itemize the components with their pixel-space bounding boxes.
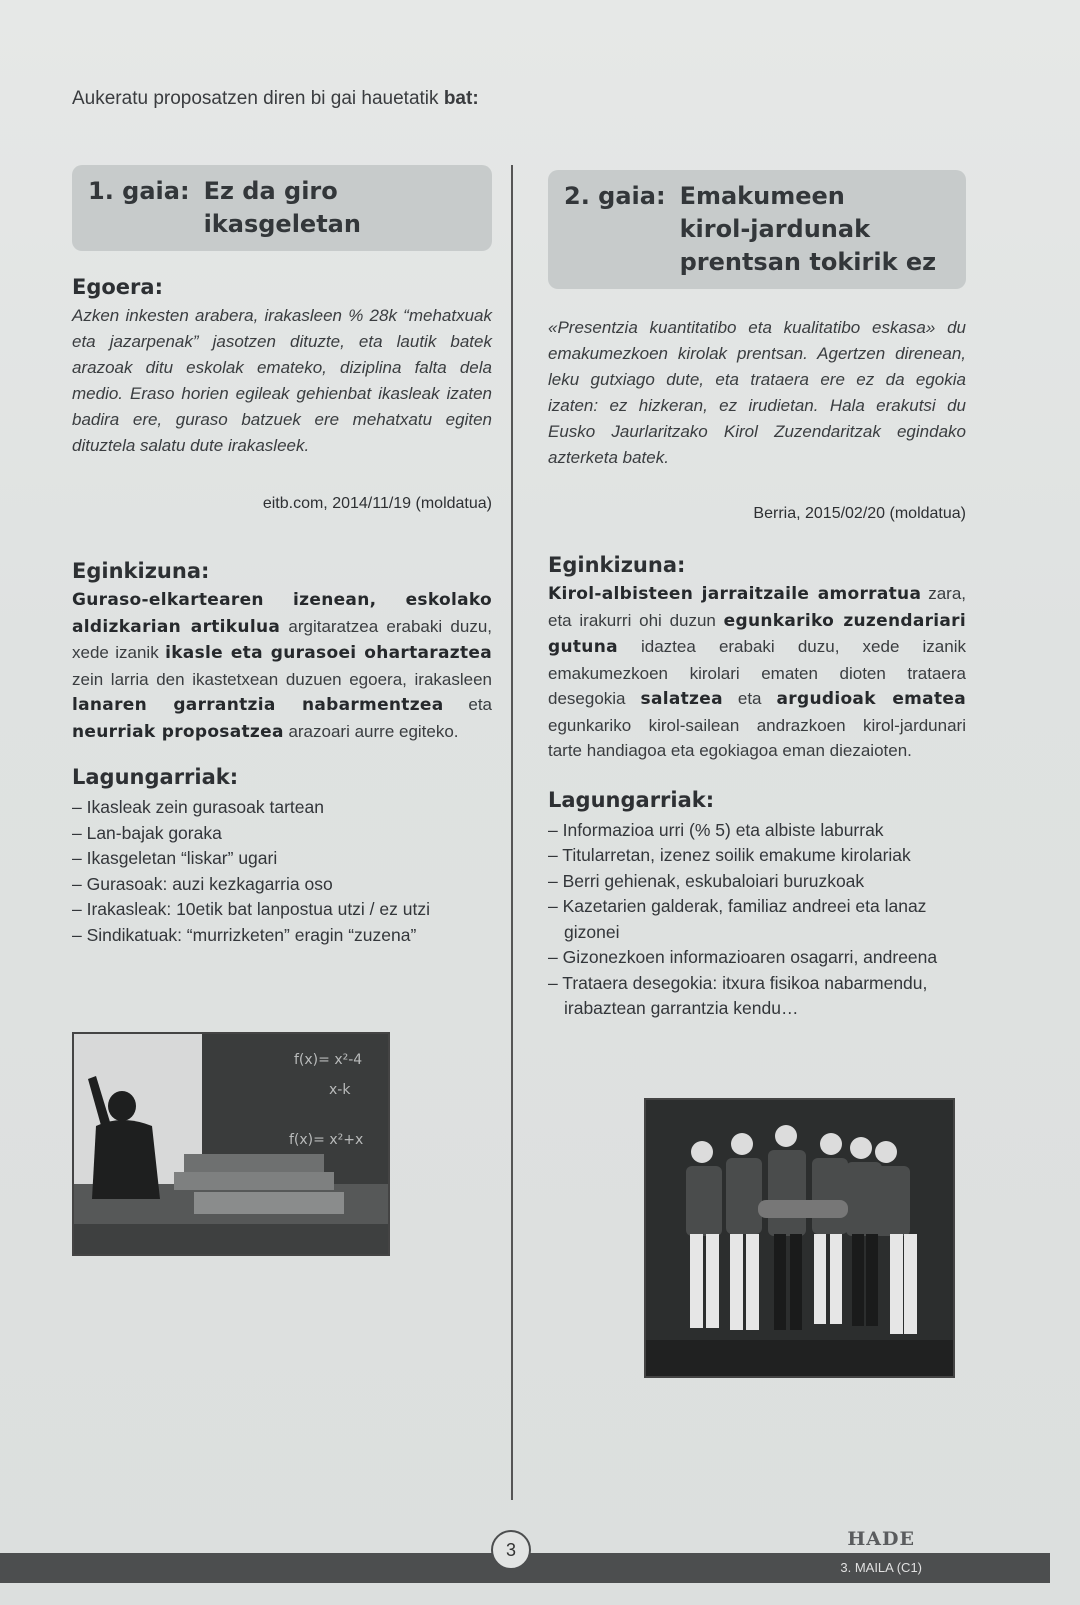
list-item: – Kazetarien galderak, familiaz andreei eta lanaz gizonei bbox=[548, 896, 927, 942]
intro-bold: bat: bbox=[443, 88, 479, 109]
topic2-title bbox=[680, 180, 937, 279]
topic1-number: 1. gaia: bbox=[88, 177, 190, 205]
task-bold: egunkariko zuzendariari gutuna bbox=[548, 610, 966, 657]
task-bold: neurriak proposatzea bbox=[72, 721, 284, 742]
task-bold: Kirol-albisteen jarraitzaile amorratua bbox=[548, 584, 922, 604]
topic2-aids-list bbox=[548, 818, 966, 1022]
topic1-aids-list bbox=[72, 795, 492, 948]
teacher-blackboard-photo bbox=[72, 1032, 390, 1256]
svg-text:f(x)= x²+x: f(x)= x²+x bbox=[289, 1132, 364, 1148]
topic1-title-line1: Ez da giro bbox=[203, 177, 338, 205]
topic1-task-heading: Eginkizuna: bbox=[72, 559, 210, 583]
task-bold: ikasle eta gurasoei ohartaraztea bbox=[165, 643, 492, 663]
task-text: idaztea erabaki duzu, xede izanik emakumezkoen kirolari ematen dioten trataera desegokia bbox=[548, 637, 966, 708]
list-item: – Informazioa urri (% 5) eta albiste laburrak bbox=[548, 819, 884, 840]
intro-instruction bbox=[72, 88, 479, 110]
list-item: – Gizonezkoen informazioaren osagarri, andreena bbox=[548, 947, 938, 967]
footer-brand: HADE bbox=[847, 1528, 915, 1550]
list-item: – Gurasoak: auzi kezkagarria oso bbox=[72, 873, 333, 894]
topic2-title-line1: Emakumeen bbox=[679, 182, 845, 210]
topic1-column bbox=[72, 165, 492, 948]
topic2-column bbox=[548, 170, 966, 1022]
topic1-title bbox=[204, 175, 361, 241]
topic1-aids-heading: Lagungarriak: bbox=[72, 765, 239, 789]
topic2-number: 2. gaia: bbox=[564, 182, 666, 210]
task-text: arazoari aurre egiteko. bbox=[283, 721, 459, 741]
list-item: – Lan-bajak goraka bbox=[72, 822, 222, 843]
topic2-source: Berria, 2015/02/20 (moldatua) bbox=[753, 505, 966, 522]
topic2-title-line3: prentsan tokirik ez bbox=[679, 248, 937, 276]
svg-text:x-k: x-k bbox=[329, 1082, 351, 1098]
task-text: egunkariko kirol-sailean andrazkoen kirol-jardunari tarte handiagoa eta egokiagoa eman diezaioten. bbox=[548, 715, 966, 760]
footer-level: 3. MAILA (C1) bbox=[840, 1560, 922, 1575]
task-text: zara, eta irakurri ohi duzun bbox=[548, 584, 966, 630]
task-text: eta bbox=[443, 695, 493, 714]
list-item: – Sindikatuak: “murrizketen” eragin “zuzena” bbox=[72, 924, 417, 945]
topic2-aids-heading: Lagungarriak: bbox=[548, 787, 715, 812]
list-item: – Trataera desegokia: itxura fisikoa nabarmendu, irabaztean garrantzia kendu… bbox=[548, 972, 928, 1018]
topic2-situation-text: «Presentzia kuantitatibo eta kualitatibo eskasa» du emakumezkoen kirolak prentsan. Agertzen direnean, leku gutxiago dute, eta trataera ere ez da egokia izaten: ez hizkeran, ez irudietan. Hala erakutsi du Eusko Jaurlaritzako Kirol Zuzendaritzak egindako azterketa batek. bbox=[548, 318, 966, 467]
intro-text: Aukeratu proposatzen diren bi gai hauetatik bbox=[72, 88, 444, 109]
topic2-task-heading: Eginkizuna: bbox=[548, 553, 686, 577]
page-number: 3 bbox=[491, 1530, 531, 1570]
list-item: – Berri gehienak, eskubaloiari buruzkoak bbox=[548, 870, 865, 891]
topic1-title-box bbox=[72, 165, 492, 251]
topic2-title-box bbox=[548, 170, 966, 289]
list-item: – Ikasleak zein gurasoak tartean bbox=[72, 797, 324, 817]
topic2-title-line2: kirol-jardunak bbox=[679, 215, 871, 243]
column-divider bbox=[511, 165, 513, 1500]
task-bold: salatzea bbox=[640, 689, 723, 709]
task-text: zein larria den ikastetxean duzuen egoera, irakasleen bbox=[72, 669, 492, 689]
women-athletes-photo bbox=[644, 1098, 955, 1378]
task-bold: lanaren garrantzia nabarmentzea bbox=[72, 695, 444, 715]
list-item: – Irakasleak: 10etik bat lanpostua utzi / ez utzi bbox=[72, 899, 430, 919]
list-item: – Titularretan, izenez soilik emakume kirolariak bbox=[548, 845, 911, 865]
topic1-source: eitb.com, 2014/11/19 (moldatua) bbox=[262, 495, 492, 512]
task-text: eta bbox=[722, 689, 777, 708]
topic2-task-text bbox=[548, 581, 966, 764]
task-bold: Guraso-elkartearen izenean, eskolako aldizkarian artikulua bbox=[72, 590, 492, 637]
topic1-situation-text: Azken inkesten arabera, irakasleen % 28k “mehatxuak eta jazarpenak” jasotzen dituzte, eta lautik batek arazoak ditu eskolak emateko, diziplina falta dela medio. Eraso horien egileak gehienbat ikasleak izaten badira ere, guraso batzuek ere mehatxatu egiten dituztela salatu dute irakasleek. bbox=[72, 306, 492, 455]
task-bold: argudioak ematea bbox=[776, 689, 966, 709]
topic1-title-line2: ikasgeletan bbox=[203, 210, 361, 238]
svg-text:f(x)= x²-4: f(x)= x²-4 bbox=[294, 1052, 363, 1068]
topic1-situation-heading: Egoera: bbox=[72, 275, 163, 299]
list-item: – Ikasgeletan “liskar” ugari bbox=[72, 848, 278, 868]
task-text: argitaratzea erabaki duzu, xede izanik bbox=[72, 616, 492, 662]
topic1-task-text bbox=[72, 587, 492, 745]
